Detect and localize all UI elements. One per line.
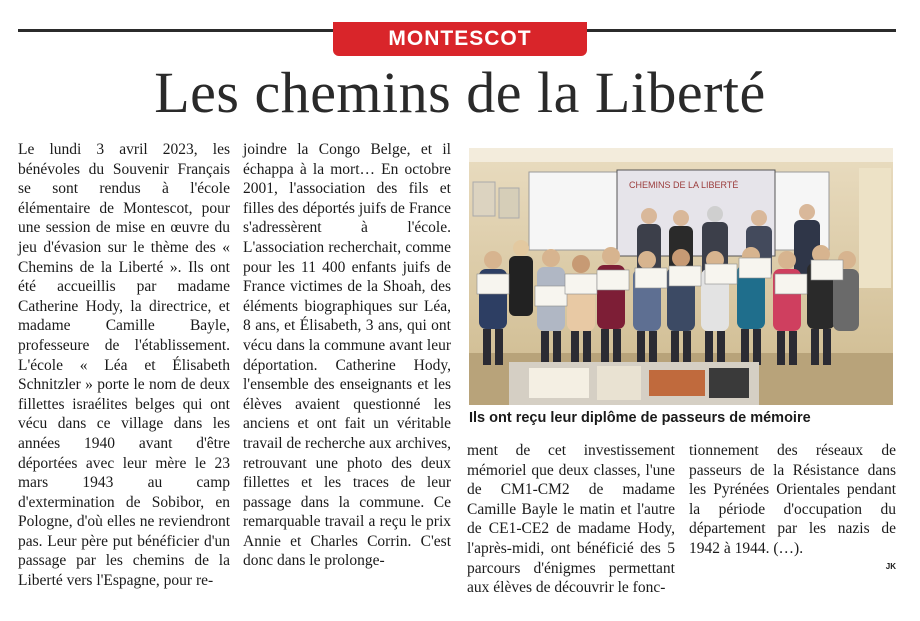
- article-column-1: Le lundi 3 avril 2023, les bénévoles du Souvenir Français se sont rendus à l'école élémentaire de Montescot, pour une session de mise en œuvre du jeu d'évasion sur le thème des « Chemins de la Liberté ». Ils ont été accueillis par madame Catherine Hody, la directrice, et madame Camille Bayle, professeure de l'établissement. L'école « Léa et Élisabeth Schnitzler » porte le nom de deux fillettes israélites belges qui ont vécu dans ce village dans les années 1940 avant d'être déportées avec leur mère le 23 mars 1943 au camp d'extermination de Sobibor, en Pologne, d'où elles ne reviendront pas. Leur père put bénéficier d'un passage par les chemins de la Liberté vers l'Espagne, pour re-: [18, 141, 230, 590]
- section-rubric: MONTESCOT: [333, 22, 587, 56]
- classroom-photo-illustration: [469, 148, 893, 405]
- article-column-2: joindre la Congo Belge, et il échappa à la mort… En octobre 2001, l'association des fils et filles des déportés juifs de France s'adressèrent à l'école. L'association recherchait, comme pour les 11 400 enfants juifs de France victimes de la Shoah, des éléments biographiques sur Léa, 8 ans, et Élisabeth, 3 ans, qui ont vécu dans la commune avant leur déportation. Catherine Hody, l'ensemble des enseignants et les élèves avaient questionné les anciens et ont fait un véritable travail de recherche aux archives, retrouvant une photo des deux fillettes et les traces de leur passage dans la commune. Ce remarquable travail a reçu le prix Annie et Charles Corrin. C'est donc dans le prolonge-: [243, 141, 451, 570]
- article-column-3: ment de cet investissement mémoriel que deux classes, l'une de CM1-CM2 de madame Camille Bayle le matin et l'autre de CE1-CE2 de madame Hody, l'après-midi, ont bénéficié des 5 parcours d'énigmes permettant aux élèves de découvrir le fonc-: [467, 442, 675, 597]
- screen-text: CHEMINS DE LA LIBERTÉ: [629, 180, 739, 190]
- article-photo: [469, 148, 893, 405]
- article-title: Les chemins de la Liberté: [154, 60, 766, 125]
- article-column-4: [689, 441, 896, 576]
- author-signature: JK: [885, 561, 896, 571]
- column-4-text: tionnement des réseaux de passeurs de la Résistance dans les Pyrénées Orientales pendant la période d'occupation du département par les nazis de 1942 à 1944. (…).: [689, 442, 896, 557]
- photo-caption: Ils ont reçu leur diplôme de passeurs de mémoire: [469, 410, 811, 426]
